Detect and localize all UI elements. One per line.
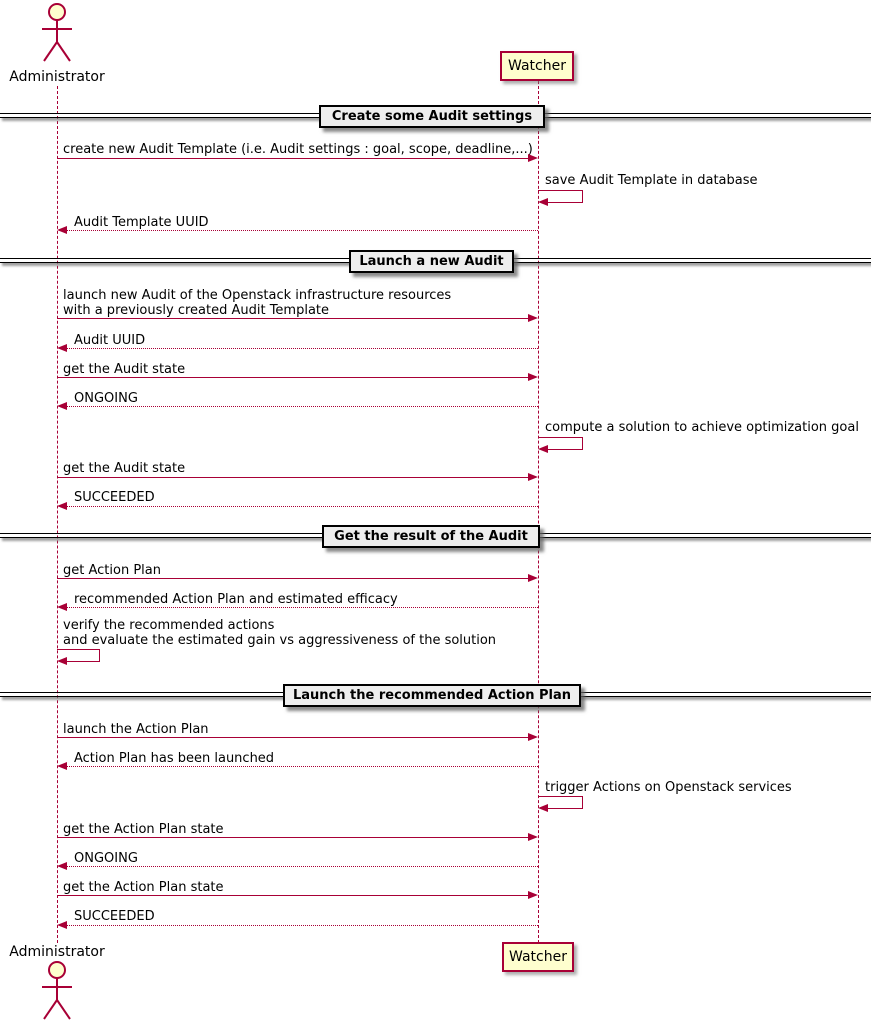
message-line bbox=[57, 477, 528, 478]
message-text: Audit UUID bbox=[74, 333, 146, 348]
watcher-box-top: Watcher bbox=[500, 51, 574, 81]
message-text: verify the recommended actions bbox=[63, 618, 275, 633]
arrowhead-icon bbox=[57, 603, 67, 611]
message-line bbox=[67, 607, 538, 608]
self-loop-side bbox=[99, 649, 100, 662]
message-text: ONGOING bbox=[74, 391, 138, 406]
message-text: get the Action Plan state bbox=[63, 822, 224, 837]
arrowhead-icon bbox=[57, 502, 67, 510]
message-text: get the Audit state bbox=[63, 362, 186, 377]
arrowhead-icon bbox=[528, 733, 538, 741]
message-text: SUCCEEDED bbox=[74, 490, 155, 505]
message-line bbox=[67, 230, 538, 231]
message-line bbox=[57, 837, 528, 838]
message-line bbox=[57, 318, 528, 319]
message-line bbox=[57, 377, 528, 378]
actor-icon bbox=[37, 960, 77, 1024]
administrator-label-bottom: Administrator bbox=[9, 944, 105, 960]
arrowhead-icon bbox=[57, 657, 67, 665]
arrowhead-icon bbox=[528, 833, 538, 841]
arrowhead-icon bbox=[57, 921, 67, 929]
lifeline-administrator bbox=[57, 86, 58, 943]
administrator-label-top: Administrator bbox=[9, 69, 105, 85]
message-text: and evaluate the estimated gain vs aggressiveness of the solution bbox=[63, 633, 497, 648]
self-loop-top bbox=[538, 190, 582, 191]
arrowhead-icon bbox=[528, 314, 538, 322]
arrowhead-icon bbox=[57, 402, 67, 410]
arrowhead-icon bbox=[538, 804, 548, 812]
self-loop-top bbox=[57, 649, 99, 650]
self-loop-bottom bbox=[548, 449, 582, 450]
self-loop-side bbox=[582, 796, 583, 809]
message-text: get the Audit state bbox=[63, 461, 186, 476]
message-text: get Action Plan bbox=[63, 563, 161, 578]
message-text: ONGOING bbox=[74, 851, 138, 866]
divider-get-result: Get the result of the Audit bbox=[322, 525, 540, 548]
divider-launch-new-audit: Launch a new Audit bbox=[349, 250, 514, 273]
message-text: get the Action Plan state bbox=[63, 880, 224, 895]
arrowhead-icon bbox=[57, 226, 67, 234]
message-line bbox=[57, 895, 528, 896]
message-line bbox=[67, 766, 538, 767]
arrowhead-icon bbox=[528, 891, 538, 899]
divider-create-audit-settings: Create some Audit settings bbox=[319, 105, 545, 128]
message-text: compute a solution to achieve optimization goal bbox=[545, 420, 859, 435]
arrowhead-icon bbox=[57, 862, 67, 870]
self-loop-top bbox=[538, 796, 582, 797]
message-text: launch the Action Plan bbox=[63, 722, 209, 737]
arrowhead-icon bbox=[528, 373, 538, 381]
message-line bbox=[67, 925, 538, 926]
self-loop-side bbox=[582, 190, 583, 203]
actor-icon bbox=[37, 2, 77, 66]
message-line bbox=[57, 737, 528, 738]
message-text: Audit Template UUID bbox=[74, 215, 209, 230]
message-text: recommended Action Plan and estimated efficacy bbox=[74, 592, 398, 607]
self-loop-bottom bbox=[67, 661, 99, 662]
arrowhead-icon bbox=[528, 154, 538, 162]
self-loop-bottom bbox=[548, 202, 582, 203]
message-line bbox=[67, 406, 538, 407]
message-line bbox=[57, 158, 528, 159]
message-line bbox=[67, 866, 538, 867]
message-text: trigger Actions on Openstack services bbox=[545, 780, 792, 795]
message-text: with a previously created Audit Template bbox=[63, 303, 330, 318]
arrowhead-icon bbox=[528, 473, 538, 481]
message-text: SUCCEEDED bbox=[74, 909, 155, 924]
watcher-box-bottom: Watcher bbox=[502, 942, 574, 972]
self-loop-top bbox=[538, 437, 582, 438]
message-line bbox=[67, 348, 538, 349]
divider-launch-action-plan: Launch the recommended Action Plan bbox=[283, 684, 581, 707]
arrowhead-icon bbox=[57, 762, 67, 770]
arrowhead-icon bbox=[528, 574, 538, 582]
message-text: save Audit Template in database bbox=[545, 173, 758, 188]
message-line bbox=[67, 506, 538, 507]
arrowhead-icon bbox=[57, 344, 67, 352]
arrowhead-icon bbox=[538, 198, 548, 206]
message-line bbox=[57, 578, 528, 579]
message-text: launch new Audit of the Openstack infrastructure resources bbox=[63, 288, 452, 303]
message-text: Action Plan has been launched bbox=[74, 751, 275, 766]
message-text: create new Audit Template (i.e. Audit settings : goal, scope, deadline,...) bbox=[63, 142, 533, 157]
arrowhead-icon bbox=[538, 445, 548, 453]
self-loop-bottom bbox=[548, 808, 582, 809]
lifeline-watcher bbox=[538, 81, 539, 943]
self-loop-side bbox=[582, 437, 583, 450]
